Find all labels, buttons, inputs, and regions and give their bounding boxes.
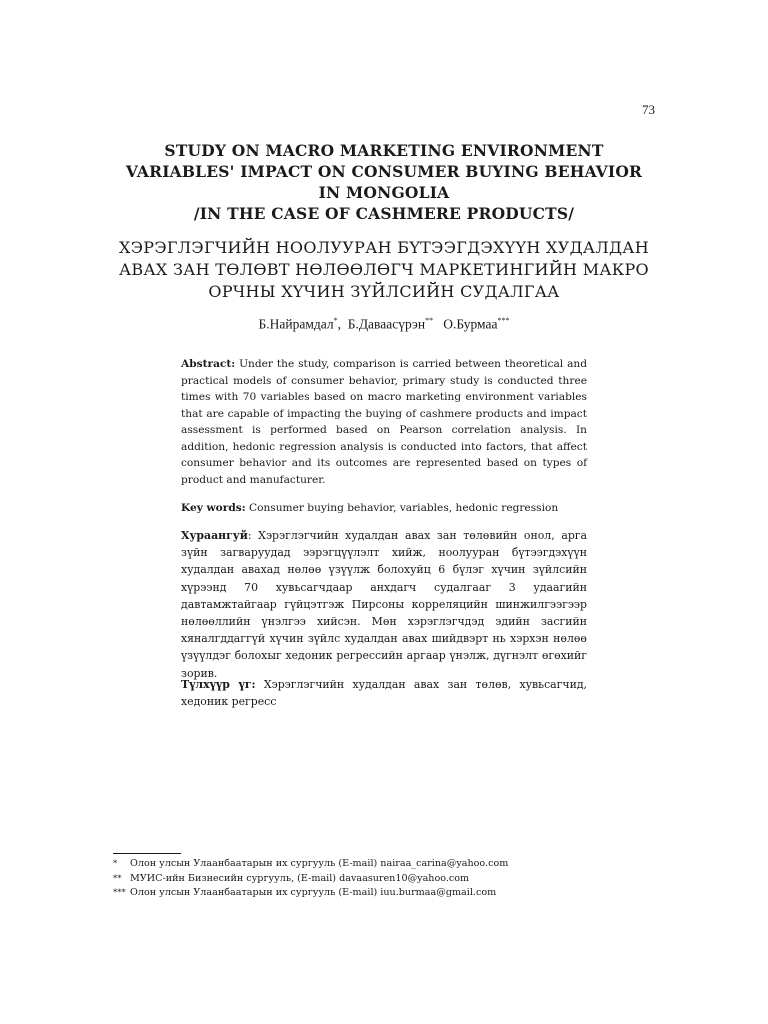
- author-name: Б.Даваасүрэн: [347, 316, 426, 332]
- footnotes: [113, 857, 593, 901]
- title-english-line: STUDY ON MACRO MARKETING ENVIRONMENT: [164, 141, 604, 160]
- title-english-line: IN MONGOLIA: [318, 183, 450, 202]
- title-english-line: VARIABLES' IMPACT ON CONSUMER BUYING BEHAVIOR: [125, 162, 643, 181]
- title-english: [110, 140, 658, 224]
- keywords-mongolian-text: Хэрэглэгчийн худалдан авах зан төлөв, хувьсагчид, хедоник регресс: [181, 678, 587, 709]
- footnote-text: Олон улсын Улаанбаатарын их сургууль (E-mail) iuu.burmaa@gmail.com: [130, 887, 497, 898]
- abstract-label: Abstract:: [181, 358, 236, 370]
- footnote-mark: ***: [113, 888, 126, 898]
- keywords-label: Key words:: [181, 502, 246, 514]
- author-mark: ***: [497, 316, 510, 325]
- footnote-text: Олон улсын Улаанбаатарын их сургууль (E-mail) nairaa_carina@yahoo.com: [130, 858, 509, 869]
- title-mongolian-line: АВАХ ЗАН ТӨЛӨВТ НӨЛӨӨЛӨГЧ МАРКЕТИНГИЙН МАКРО: [119, 260, 649, 279]
- keywords: [181, 500, 587, 517]
- footnote-mark: *: [113, 859, 118, 869]
- abstract-mongolian-text: : Хэрэглэгчийн худалдан авах зан төлөвийн онол, арга зүйн загваруудад ээрэгцүүлэлт хийж, ноолууран бүтээгдэхүүн худалдан авахад нөлөө үзүүлж болохуйц 6 бүлэг хүчин зүйлсийн хүрээнд 70 хувьсагчдаар анхдагч судалгааг 3 удаагийн давтамжтайгаар гүйцэтгэж Пирсоны корреляцийн шинжилгээгээр нөлөөллийн үнэлгээ хийсэн. Мөн хэрэглэгчдэд эдийн засгийн хяналгддаггүй хүчин зүйлс худалдан авах шийдвэрт нь хэрхэн нөлөө үзүүлдэг болохыг хедоник регрессийн аргаар үнэлж, дүгнэлт өгөхийг зорив.: [181, 529, 587, 680]
- author-mark: **: [425, 316, 434, 325]
- footnote-text: МУИС-ийн Бизнесийн сургууль, (E-mail) davaasuren10@yahoo.com: [130, 872, 470, 884]
- page-number: 73: [642, 102, 655, 117]
- abstract-mongolian-label: Хураангуй: [181, 529, 248, 542]
- abstract-mongolian: [181, 527, 587, 682]
- title-mongolian-line: ХЭРЭГЛЭГЧИЙН НООЛУУРАН БҮТЭЭГДЭХҮҮН ХУДАЛДАН: [119, 238, 649, 257]
- author-mark: *: [333, 316, 338, 325]
- title-english-subtitle: /IN THE CASE OF CASHMERE PRODUCTS/: [193, 204, 575, 223]
- title-mongolian: [110, 237, 658, 303]
- footnote-item: [113, 872, 593, 887]
- keywords-text: Consumer buying behavior, variables, hedonic regression: [245, 502, 559, 514]
- author-name: Б.Найрамдал: [258, 316, 334, 332]
- title-mongolian-line: ОРЧНЫ ХҮЧИН ЗҮЙЛСИЙН СУДАЛГАА: [208, 282, 560, 301]
- keywords-mongolian-label: Түлхүүр үг:: [181, 678, 256, 691]
- footnote-item: [113, 886, 593, 901]
- keywords-mongolian: [181, 676, 587, 710]
- footnote-divider: [113, 853, 181, 854]
- abstract-text: Under the study, comparison is carried between theoretical and practical models of consumer behavior, primary study is conducted three times with 70 variables based on macro marketing environment variables that are capable of impacting the buying of cashmere products and impact assessment is performed based on Pearson correlation analysis. In addition, hedonic regression analysis is conducted into factors, that affect consumer behavior and its outcomes are represented based on types of product and manufacturer.: [181, 358, 587, 486]
- author-name: О.Бурмаа: [443, 316, 498, 332]
- footnote-item: [113, 857, 593, 872]
- authors: Б.Найрамдал*, Б.Даваасүрэн** О.Бурмаа***: [258, 316, 510, 332]
- footnote-mark: **: [113, 873, 122, 884]
- abstract: [181, 356, 587, 488]
